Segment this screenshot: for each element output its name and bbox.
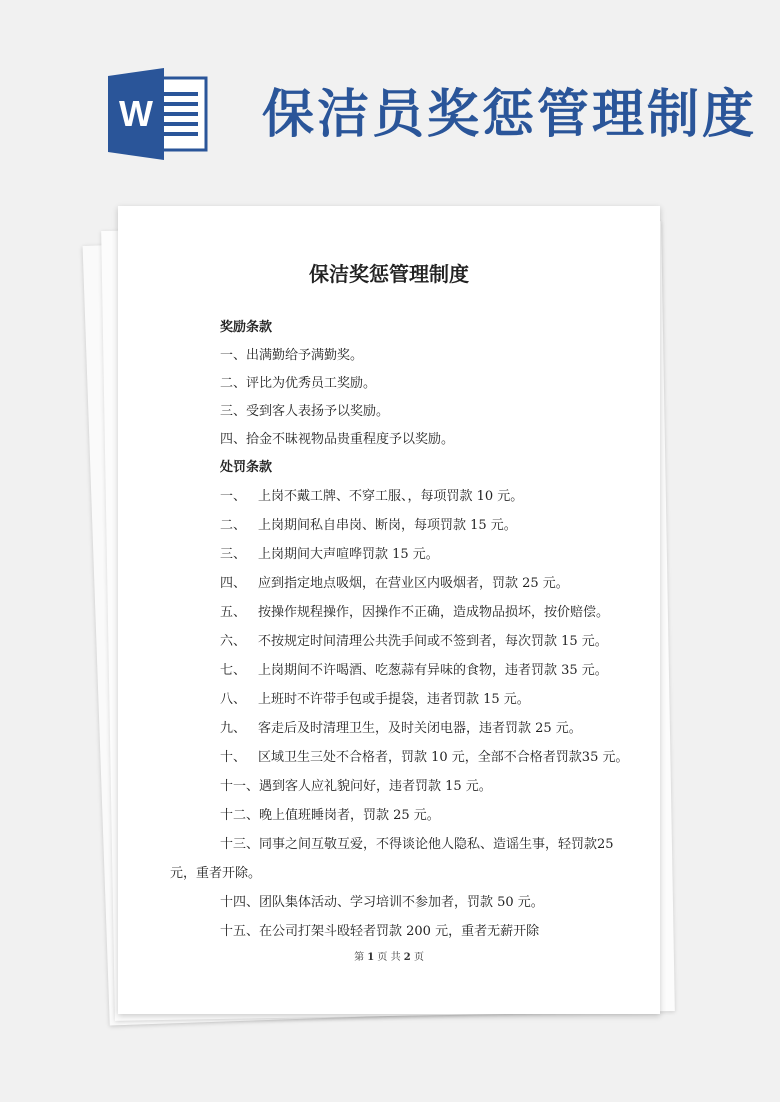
penalty-text: 上班时不许带手包或手提袋，违者罚款 15 元。 — [258, 692, 530, 707]
penalty-text: 上岗不戴工牌、不穿工服、，每项罚款 10 元。 — [258, 489, 524, 504]
penalty-item — [220, 518, 517, 534]
penalty-text: 上岗期间大声喧哗罚款 15 元。 — [258, 547, 439, 562]
penalty-number: 一、 — [220, 489, 247, 504]
penalty-item: 十一、遇到客人应礼貌问好，违者罚款 15 元。 — [220, 779, 492, 794]
penalty-number: 四、 — [220, 576, 247, 591]
document-page — [118, 206, 660, 1014]
penalty-number: 九、 — [220, 721, 247, 736]
footer-suffix: 页 — [413, 952, 424, 963]
penalty-number: 十、 — [220, 750, 247, 765]
document-title: 保洁奖惩管理制度 — [309, 262, 469, 286]
penalty-item — [220, 634, 608, 650]
penalty-text: 不按规定时间清理公共洗手间或不签到者，每次罚款 15 元。 — [258, 634, 608, 649]
word-logo-letter: W — [119, 93, 153, 134]
word-logo — [108, 68, 208, 160]
footer-middle: 页 共 — [377, 952, 401, 963]
penalty-number: 七、 — [220, 663, 247, 678]
footer-total-pages: 2 — [403, 952, 411, 963]
penalty-item — [220, 576, 569, 592]
penalty-item — [220, 547, 439, 563]
penalty-text: 区域卫生三处不合格者，罚款 10 元，全部不合格者罚款35 元。 — [258, 750, 629, 765]
page-footer — [118, 948, 660, 963]
penalty-item: 十三、同事之间互敬互爱，不得谈论他人隐私、造谣生事，轻罚款25 — [220, 837, 614, 852]
reward-item: 三、受到客人表扬予以奖励。 — [220, 404, 390, 419]
reward-heading: 奖励条款 — [220, 320, 273, 335]
footer-prefix: 第 — [354, 952, 365, 963]
penalty-item — [220, 605, 609, 621]
banner-title: 保洁员奖惩管理制度 — [262, 85, 758, 145]
penalty-item: 十四、团队集体活动、学习培训不参加者，罚款 50 元。 — [220, 895, 544, 910]
penalty-number: 二、 — [220, 518, 247, 533]
penalty-text: 应到指定地点吸烟，在营业区内吸烟者，罚款 25 元。 — [258, 576, 569, 591]
penalty-item: 十五、在公司打架斗殴轻者罚款 200 元，重者无薪开除 — [220, 924, 540, 939]
penalty-item — [220, 750, 628, 766]
footer-page-number: 1 — [367, 952, 375, 963]
penalty-item — [220, 692, 530, 708]
reward-item: 四、拾金不昧视物品贵重程度予以奖励。 — [220, 432, 455, 447]
penalty-item — [220, 721, 582, 737]
penalty-text: 按操作规程操作，因操作不正确，造成物品损坏，按价赔偿。 — [258, 605, 610, 620]
penalty-text: 上岗期间私自串岗、断岗，每项罚款 15 元。 — [258, 518, 517, 533]
penalty-text: 客走后及时清理卫生，及时关闭电器，违者罚款 25 元。 — [258, 721, 582, 736]
penalty-heading: 处罚条款 — [220, 460, 273, 475]
reward-item: 一、出满勤给予满勤奖。 — [220, 348, 364, 363]
penalty-number: 六、 — [220, 634, 247, 649]
penalty-item: 十二、晚上值班睡岗者，罚款 25 元。 — [220, 808, 440, 823]
penalty-text: 上岗期间不许喝酒、吃葱蒜有异味的食物，违者罚款 35 元。 — [258, 663, 608, 678]
reward-item: 二、评比为优秀员工奖励。 — [220, 376, 377, 391]
penalty-item — [220, 663, 608, 679]
penalty-item-continued: 元，重者开除。 — [170, 866, 262, 881]
penalty-number: 五、 — [220, 605, 247, 620]
penalty-number: 八、 — [220, 692, 247, 707]
penalty-item — [220, 489, 523, 505]
penalty-number: 三、 — [220, 547, 247, 562]
